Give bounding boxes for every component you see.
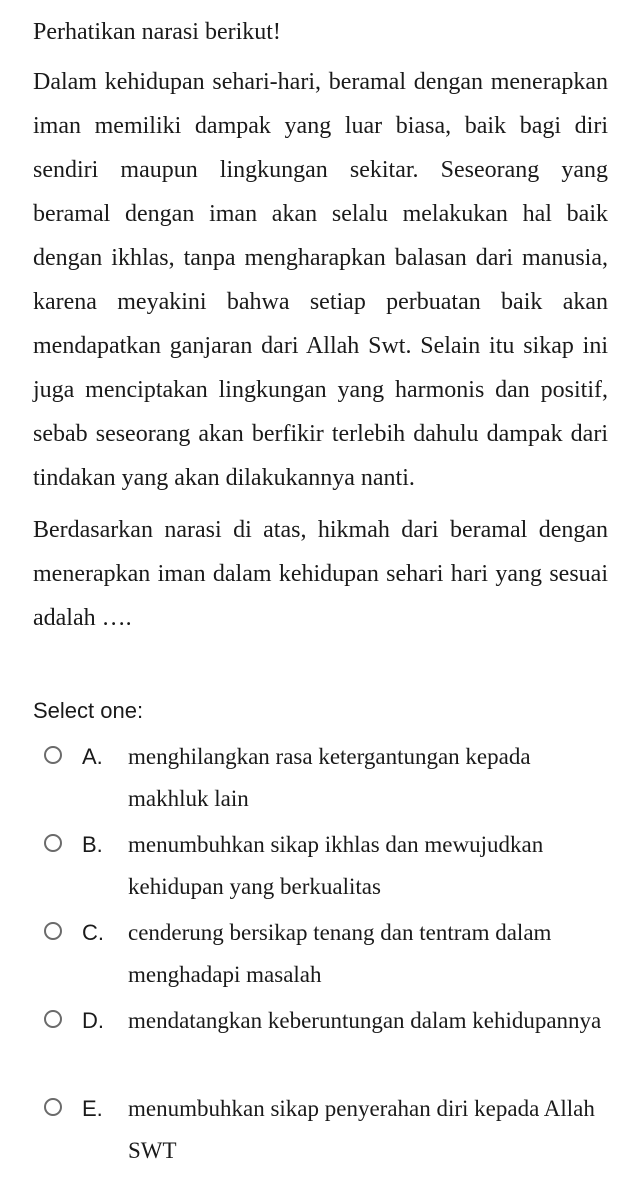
option-letter: B. [82, 832, 103, 857]
option-c[interactable] [0, 916, 629, 1004]
option-b[interactable] [0, 828, 629, 916]
option-text: menumbuhkan sikap ikhlas dan mewujudkan kehidupan yang berkualitas [128, 832, 544, 899]
option-text: menumbuhkan sikap penyerahan diri kepada Allah SWT [128, 1096, 595, 1163]
question-narrative: Dalam kehidupan sehari-hari, beramal dengan menerapkan iman memiliki dampak yang luar biasa, baik bagi diri sendiri maupun lingkungan sekitar. Seseorang yang beramal dengan iman akan selalu melakukan hal baik dengan ikhlas, tanpa mengharapkan balasan dari manusia, karena meyakini bahwa setiap perbuatan baik akan mendapatkan ganjaran dari Allah Swt. Selain itu sikap ini juga menciptakan lingkungan yang harmonis dan positif, sebab seseorang akan berfikir terlebih dahulu dampak dari tindakan yang akan dilakukannya nanti. [33, 69, 608, 491]
question-text [33, 10, 608, 640]
radio-button-a[interactable] [44, 746, 62, 764]
option-text: mendatangkan keberuntungan dalam kehidupannya [128, 1008, 602, 1033]
radio-button-c[interactable] [44, 922, 62, 940]
question-prompt: Berdasarkan narasi di atas, hikmah dari beramal dengan menerapkan iman dalam kehidupan sehari hari yang sesuai adalah …. [33, 517, 608, 631]
option-text: menghilangkan rasa ketergantungan kepada makhluk lain [128, 744, 531, 811]
answer-options [0, 740, 629, 1180]
radio-button-e[interactable] [44, 1098, 62, 1116]
radio-button-d[interactable] [44, 1010, 62, 1028]
select-one-label: Select one: [33, 698, 144, 723]
option-a[interactable] [0, 740, 629, 828]
option-letter: A. [82, 744, 103, 769]
option-e[interactable] [0, 1092, 629, 1180]
option-d[interactable] [0, 1004, 629, 1092]
option-letter: D. [82, 1008, 104, 1033]
option-letter: E. [82, 1096, 103, 1121]
radio-button-b[interactable] [44, 834, 62, 852]
question-intro: Perhatikan narasi berikut! [33, 19, 281, 45]
option-letter: C. [82, 920, 104, 945]
option-text: cenderung bersikap tenang dan tentram dalam menghadapi masalah [128, 920, 552, 987]
